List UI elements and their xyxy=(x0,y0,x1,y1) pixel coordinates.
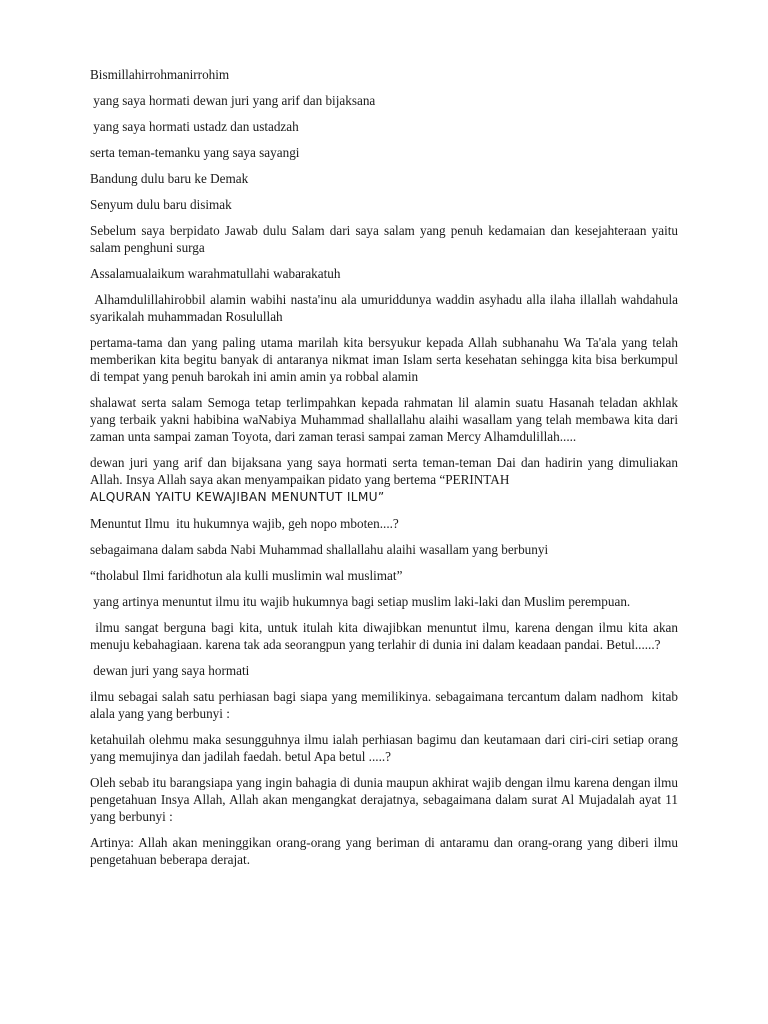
paragraph-knowledge-jewel: ilmu sebagai salah satu perhiasan bagi siapa yang memilikinya. sebagaimana tercantum dalam nadhom kitab alala yang yang berbunyi : xyxy=(90,689,682,721)
paragraph-theme xyxy=(90,454,681,506)
paragraph-pantun-line-2: Senyum dulu baru disimak xyxy=(90,197,232,212)
paragraph-hadith-intro: sebagaimana dalam sabda Nabi Muhammad shallallahu alaihi wasallam yang berbunyi xyxy=(90,542,549,557)
paragraph-shalawat: shalawat serta salam Semoga tetap terlimpahkan kepada rahmatan lil alamin suatu Hasanah teladan akhlak yang terbaik yakni habibina waNabiya Muhammad shallallahu alaihi wasallam yang telah membawa kita dari zaman unta sampai zaman Toyota, dari zaman terasi sampai zaman Mercy Alhamdulillah..... xyxy=(90,395,682,444)
paragraph-greeting-judges: yang saya hormati dewan juri yang arif dan bijaksana xyxy=(90,93,376,108)
paragraph-translation: Artinya: Allah akan meninggikan orang-orang yang beriman di antaramu dan orang-orang yang diberi ilmu pengetahuan beberapa derajat. xyxy=(90,835,682,867)
paragraph-question: Menuntut Ilmu itu hukumnya wajib, geh nopo mboten....? xyxy=(90,516,399,531)
paragraph-hadith-meaning: yang artinya menuntut ilmu itu wajib hukumnya bagi setiap muslim laki-laki dan Muslim perempuan. xyxy=(90,594,631,609)
paragraph-judges-address: dewan juri yang saya hormati xyxy=(90,663,250,678)
paragraph-greeting-teachers: yang saya hormati ustadz dan ustadzah xyxy=(90,119,299,134)
paragraph-hadith: “tholabul Ilmi faridhotun ala kulli muslimin wal muslimat” xyxy=(90,568,403,583)
paragraph-knowledge-benefit: ilmu sangat berguna bagi kita, untuk itulah kita diwajibkan menuntut ilmu, karena dengan ilmu kita akan menuju kebahagiaan. karena tak ada seorangpun yang terlahir di dunia ini dalam keadaan pandai. Betul......? xyxy=(90,620,682,652)
paragraph-nadhom-meaning: ketahuilah olehmu maka sesungguhnya ilmu ialah perhiasan bagimu dan keutamaan dari ciri-ciri setiap orang yang memujinya dan jadilah faedah. betul Apa betul .....? xyxy=(90,732,682,764)
paragraph-gratitude: pertama-tama dan yang paling utama marilah kita bersyukur kepada Allah subhanahu Wa Ta'ala yang telah memberikan kita begitu banyak di antaranya nikmat iman Islam serta kesehatan sehingga kita bisa berkumpul di tempat yang penuh barokah ini amin amin ya robbal alamin xyxy=(90,335,682,384)
paragraph-basmalah: Bismillahirrohmanirrohim xyxy=(90,67,230,82)
paragraph-pantun-line-1: Bandung dulu baru ke Demak xyxy=(90,171,249,186)
paragraph-salam: Assalamualaikum warahmatullahi wabarakatuh xyxy=(90,266,341,281)
document-page xyxy=(90,66,682,877)
paragraph-theme-title: ALQURAN YAITU KEWAJIBAN MENUNTUT ILMU” xyxy=(90,490,385,504)
paragraph-salam-intro: Sebelum saya berpidato Jawab dulu Salam dari saya salam yang penuh kedamaian dan kesejahteraan yaitu salam penghuni surga xyxy=(90,223,682,255)
paragraph-greeting-friends: serta teman-temanku yang saya sayangi xyxy=(90,145,300,160)
paragraph-mujadalah: Oleh sebab itu barangsiapa yang ingin bahagia di dunia maupun akhirat wajib dengan ilmu karena dengan ilmu pengetahuan Insya Allah, Allah akan mengangkat derajatnya, sebagaimana dalam surat Al Mujadalah ayat 11 yang berbunyi : xyxy=(90,775,682,824)
paragraph-theme-text: dewan juri yang arif dan bijaksana yang saya hormati serta teman-teman Dai dan hadirin yang dimuliakan Allah. Insya Allah saya akan menyampaikan pidato yang bertema “PERINTAH xyxy=(90,455,681,487)
paragraph-hamdalah: Alhamdulillahirobbil alamin wabihi nasta'inu ala umuriddunya waddin asyhadu alla ilaha illallah wahdahula syarikalah muhammadan Rosulullah xyxy=(90,292,682,324)
